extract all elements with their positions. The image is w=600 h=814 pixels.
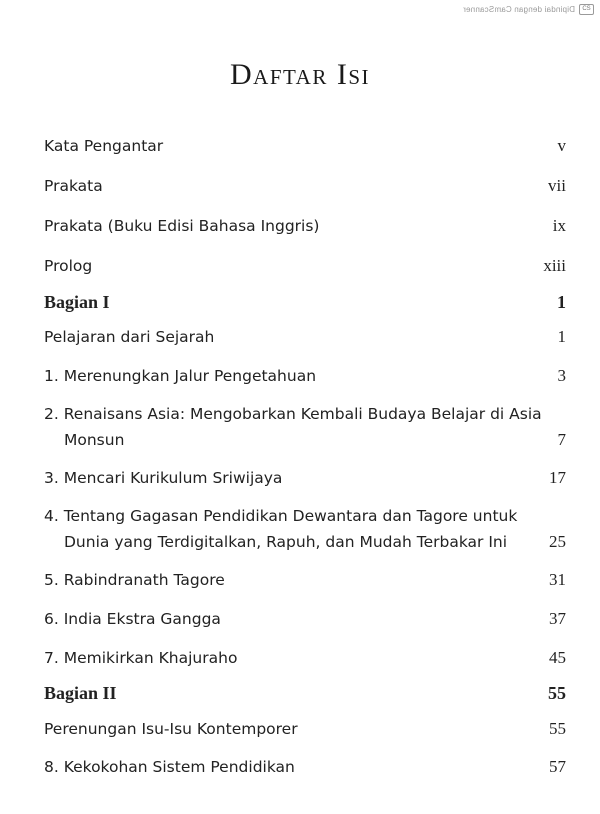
page-title: Daftar Isi (230, 58, 370, 91)
toc-entry-label: Prakata (44, 177, 103, 195)
toc-entry-page: 1 (557, 327, 566, 346)
toc-entry-label: 1. Merenungkan Jalur Pengetahuan (44, 367, 317, 385)
toc-entry-page: v (557, 136, 566, 155)
toc-entry-label: Perenungan Isu-Isu Kontemporer (44, 720, 298, 738)
toc-entry-page: 57 (549, 757, 566, 776)
toc-entry-page: xiii (543, 256, 566, 275)
toc-entry-page: 31 (549, 570, 566, 589)
scanner-watermark (463, 4, 594, 15)
toc-entry-page: 17 (549, 468, 566, 487)
toc-entry-page: ix (552, 216, 566, 235)
toc-entry-label: 2. Renaisans Asia: Mengobarkan Kembali Budaya Belajar di Asia (44, 405, 542, 423)
toc-entry-label: 4. Tentang Gagasan Pendidikan Dewantara dan Tagore untuk (44, 507, 518, 525)
toc-entry-label: Pelajaran dari Sejarah (44, 328, 215, 346)
toc-entry-page: 45 (549, 648, 566, 667)
toc-entry-label: 5. Rabindranath Tagore (44, 571, 225, 589)
toc-entry-page: vii (548, 176, 566, 195)
toc-part-page: 55 (548, 683, 566, 703)
toc-entry-page: 3 (557, 366, 566, 385)
toc-part-label: Bagian II (44, 683, 117, 703)
toc-entry-label-continuation: Monsun (64, 431, 125, 449)
toc-entry-label: Prolog (44, 257, 93, 275)
toc-entry-label: Kata Pengantar (44, 137, 164, 155)
camscanner-logo-icon: CS (579, 4, 594, 15)
toc-entry-page: 55 (549, 719, 566, 738)
scanner-watermark-text: Dipindai dengan CamScanner (463, 5, 575, 14)
toc-entry-label: 8. Kekokohan Sistem Pendidikan (44, 758, 295, 776)
toc-part-label: Bagian I (44, 292, 110, 312)
toc-entry-label-continuation: Dunia yang Terdigitalkan, Rapuh, dan Mudah Terbakar Ini (64, 533, 508, 551)
toc-entry-label: 3. Mencari Kurikulum Sriwijaya (44, 469, 283, 487)
toc-entry-label: 7. Memikirkan Khajuraho (44, 649, 238, 667)
toc-entry-page: 37 (549, 609, 566, 628)
toc-entry-page: 25 (549, 532, 566, 551)
toc-entry-label: Prakata (Buku Edisi Bahasa Inggris) (44, 217, 320, 235)
toc-part-page: 1 (557, 292, 566, 312)
toc-entry-page: 7 (557, 430, 566, 449)
toc-entry-label: 6. India Ekstra Gangga (44, 610, 221, 628)
